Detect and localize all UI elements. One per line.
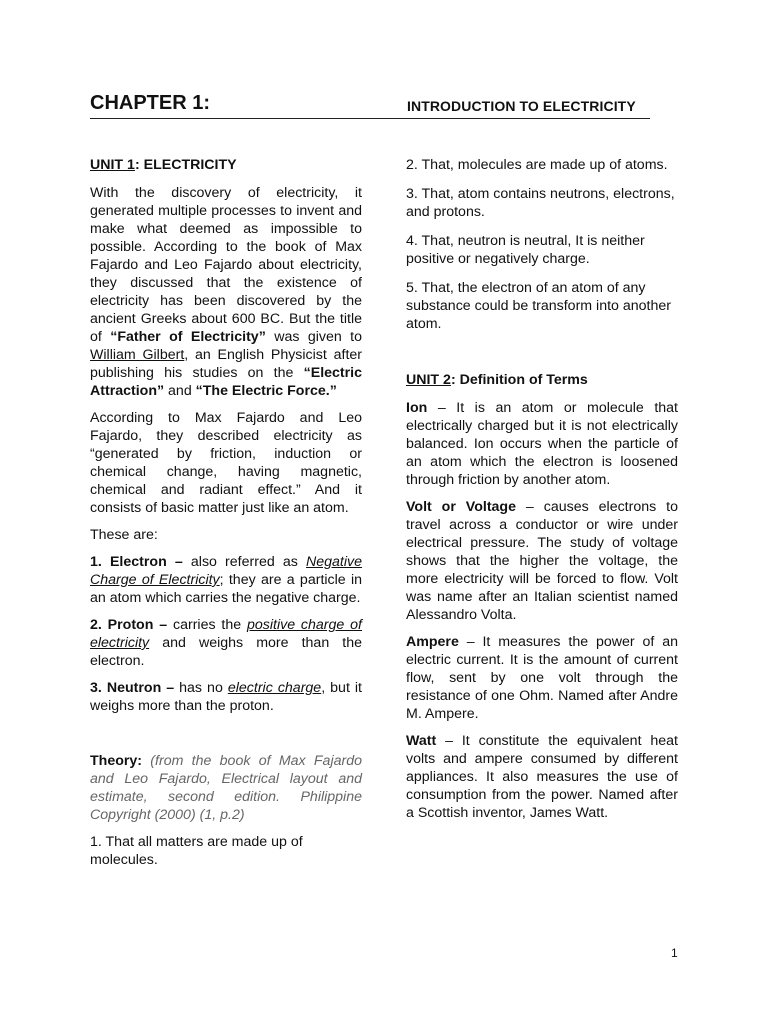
theory-item-1: 1. That all matters are made up of molecules. [90,834,303,868]
theory-item-5: 5. That, the electron of an atom of any substance could be transform into another atom. [406,280,671,332]
neutron-term: 3. Neutron – [90,680,175,696]
neutron-emphasis: electric charge [227,680,322,696]
theory-reference: (from the book of Max Fajardo and Leo Fajardo, Electrical layout and estimate, second edition. Philippine Copyright (2000) (1, p.2) [90,753,362,823]
father-of-electricity: “Father of Electricity” [110,329,266,345]
neutron-definition [90,679,362,715]
unit1-paragraph-3: These are: [90,527,158,543]
theory-item-2: 2. That, molecules are made up of atoms. [406,157,668,173]
electric-attraction: “Electric Attraction” [90,365,362,399]
volt-term: Volt or Voltage [406,499,516,515]
ampere-definition [406,633,678,723]
unit1-paragraph-2: According to Max Fajardo and Leo Fajardo, they described electricity as “generated by friction, induction or chemical change, having magnetic, chemical and radiant effect.” And it consists of basic matter just like an atom. [90,410,362,516]
text-run: With the discovery of electricity, it generated multiple processes to invent and make what deemed as impossible to possible. According to the book of Max Fajardo and Leo Fajardo about electricity, they discussed that the existence of electricity has been discovered by the ancient Greeks about 600 BC. But the title of [90,185,362,345]
theory-paragraph [90,752,362,824]
chapter-label: CHAPTER 1: [90,92,211,114]
text-run: – causes electrons to travel across a conductor or wire under electrical pressure. The study of voltage shows that the higher the voltage, the more electricity will be forced to flow. Volt was name after an Italian scientist named Alessandro Volta. [406,499,678,623]
text-run: , but it weighs more than the proton. [90,680,362,714]
text-run: has no [174,680,228,696]
unit2-title: : Definition of Terms [450,372,588,388]
text-run: – It constitute the equivalent heat volts and ampere consumed by different appliances. It also measures the use of consumption from the power. Named after a Scottish inventor, James Watt. [406,733,678,821]
electron-term: 1. Electron – [90,554,183,570]
watt-definition [406,732,678,822]
proton-emphasis: positive charge of electricity [90,617,362,651]
unit1-title: : ELECTRICITY [134,157,237,173]
text-run: carries the [167,617,247,633]
page-number: 1 [671,946,678,960]
watt-term: Watt [406,733,437,749]
ion-term: Ion [406,400,428,416]
chapter-header [90,92,650,119]
theory-label: Theory: [90,753,143,769]
ampere-term: Ampere [406,634,459,650]
text-run: and [164,383,196,399]
william-gilbert: William Gilbert [90,347,185,363]
text-run: , an English Physicist after publishing his studies on the [90,347,363,381]
left-column [90,156,362,878]
unit1-label: UNIT 1 [90,157,135,173]
text-run: was given to [265,329,362,345]
theory-item-3: 3. That, atom contains neutrons, electrons, and protons. [406,186,675,220]
unit2-heading [406,371,678,389]
text-run: – It is an atom or molecule that electrically charged but it is not electrically balanced. Ion occurs when the particle of an atom which the electron is loosened through friction by another atom. [406,400,678,488]
text-run: ; they are a particle in an atom which carries the negative charge. [90,572,362,606]
right-column [406,156,678,831]
unit2-label: UNIT 2 [406,372,451,388]
chapter-title: INTRODUCTION TO ELECTRICITY [407,98,636,114]
electric-force: “The Electric Force.” [195,383,337,399]
unit1-paragraph-1 [90,184,362,400]
volt-definition [406,498,678,624]
electron-emphasis: Negative Charge of Electricity [90,554,362,588]
electron-definition [90,553,362,607]
text-run: – It measures the power of an electric current. It is the amount of current flow, sent by one volt through the resistance of one Ohm. Named after Andre M. Ampere. [406,634,678,722]
text-run: and weighs more than the electron. [90,635,362,669]
proton-term: 2. Proton – [90,617,168,633]
proton-definition [90,616,362,670]
unit1-heading [90,156,362,174]
text-run: also referred as [182,554,306,570]
theory-item-4: 4. That, neutron is neutral, It is neither positive or negatively charge. [406,233,645,267]
ion-definition [406,399,678,489]
